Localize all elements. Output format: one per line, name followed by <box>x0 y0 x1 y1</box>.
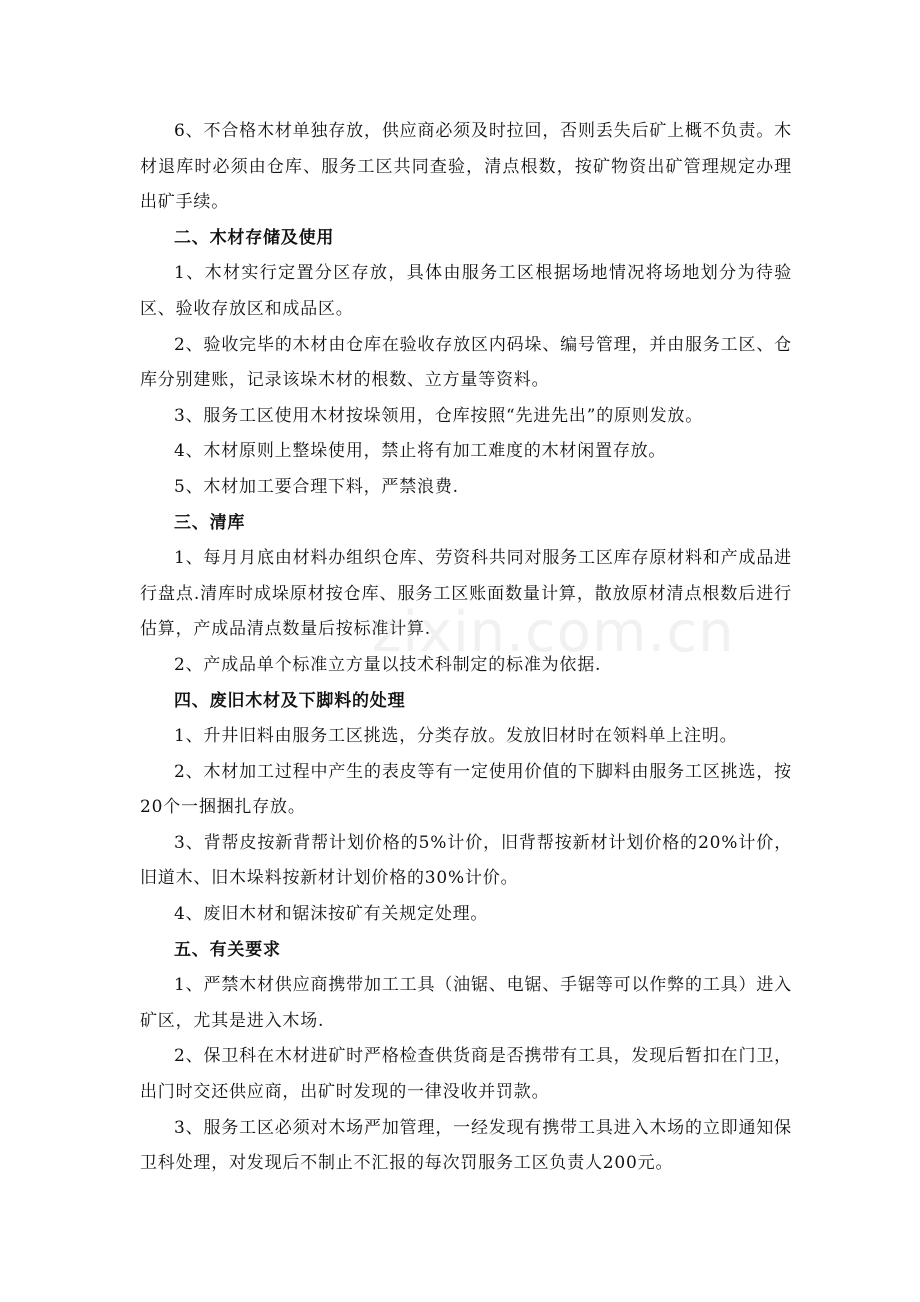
watermark: zixin.com.cn <box>372 600 735 665</box>
section-heading: 四、废旧木材及下脚料的处理 <box>174 690 406 711</box>
paragraph: 3、背帮皮按新背帮计划价格的5%计价，旧背帮按新材计划价格的20%计价，旧道木、旧木垛料按新材计划价格的30%计价。 <box>140 832 792 889</box>
paragraph: 4、废旧木材和锯沫按矿有关规定处理。 <box>174 904 489 925</box>
paragraph: 6、不合格木材单独存放，供应商必须及时拉回，否则丢失后矿上概不负责。木材退库时必须由仓库、服务工区共同查验，清点根数，按矿物资出矿管理规定办理出矿手续。 <box>140 121 792 213</box>
paragraph: 1、升井旧料由服务工区挑选，分类存放。发放旧材时在领料单上注明。 <box>174 726 738 747</box>
section-heading: 三、清库 <box>174 512 246 533</box>
section-heading: 二、木材存储及使用 <box>174 227 335 248</box>
paragraph: 2、保卫科在木材进矿时严格检查供货商是否携带有工具，发现后暂扣在门卫，出门时交还供应商，出矿时发现的一律没收并罚款。 <box>140 1046 792 1103</box>
paragraph: 4、木材原则上整垛使用，禁止将有加工难度的木材闲置存放。 <box>174 441 667 462</box>
document-body <box>140 114 792 1182</box>
paragraph: 2、验收完毕的木材由仓库在验收存放区内码垛、编号管理，并由服务工区、仓库分别建账，记录该垛木材的根数、立方量等资料。 <box>140 334 792 391</box>
section-heading: 五、有关要求 <box>174 939 281 960</box>
paragraph: 1、木材实行定置分区存放，具体由服务工区根据场地情况将场地划分为待验区、验收存放区和成品区。 <box>140 263 792 319</box>
paragraph: 2、产成品单个标准立方量以技术科制定的标准为依据. <box>174 654 602 675</box>
paragraph: 5、木材加工要合理下料，严禁浪费. <box>174 476 459 497</box>
paragraph: 2、木材加工过程中产生的表皮等有一定使用价值的下脚料由服务工区挑选，按20个一捆捆扎存放。 <box>140 761 792 818</box>
paragraph: 3、服务工区必须对木场严加管理，一经发现有携带工具进入木场的立即通知保卫科处理，对发现后不制止不汇报的每次罚服务工区负责人200元。 <box>140 1117 792 1174</box>
paragraph: 1、每月月底由材料办组织仓库、劳资科共同对服务工区库存原材料和产成品进行盘点.清库时成垛原材按仓库、服务工区账面数量计算，散放原材清点根数后进行估算，产成品清点数量后按标准计算. <box>140 548 792 640</box>
paragraph: 1、严禁木材供应商携带加工工具（油锯、电锯、手锯等可以作弊的工具）进入矿区，尤其是进入木场. <box>140 975 792 1031</box>
paragraph: 3、服务工区使用木材按垛领用，仓库按照“先进先出”的原则发放。 <box>174 405 703 426</box>
